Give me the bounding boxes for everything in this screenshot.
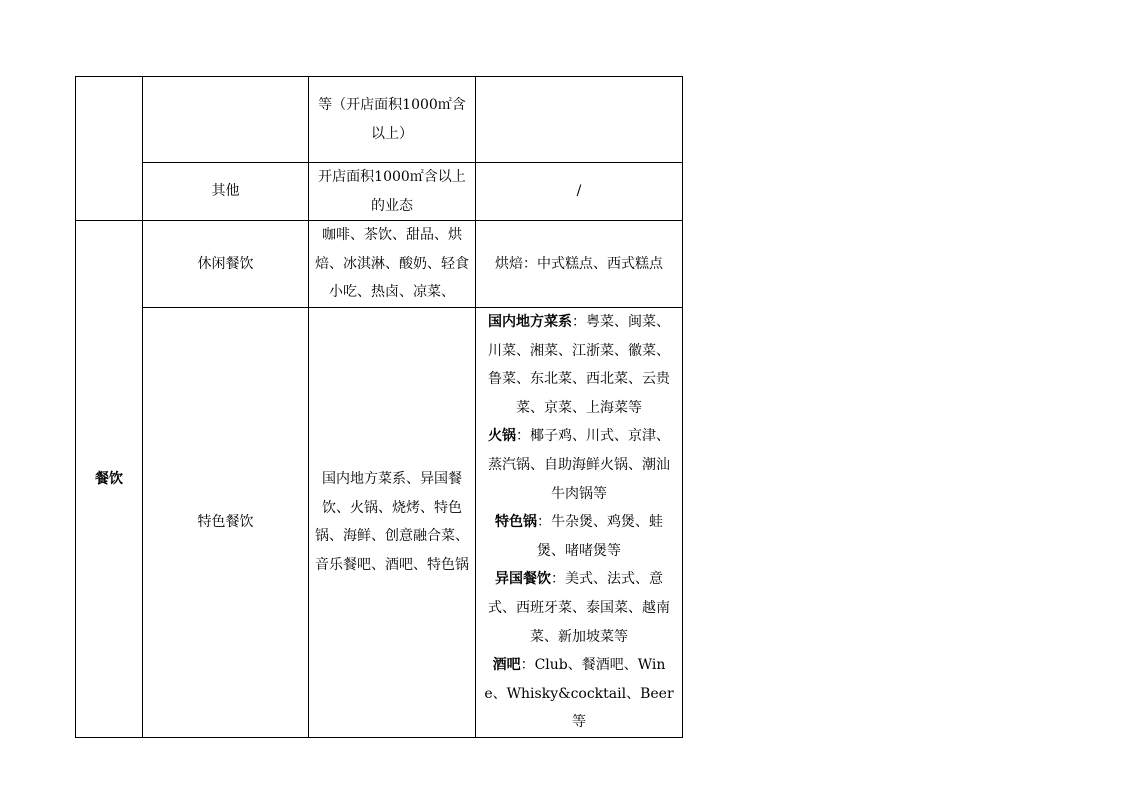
detail-text: Club、餐酒吧、Wine、Whisky&cocktail、Beer等 — [484, 657, 674, 731]
detail-label: 火锅 — [488, 428, 516, 445]
detail-text: 粤菜、闽菜、川菜、湘菜、江浙菜、徽菜、鲁菜、东北菜、西北菜、云贵 — [488, 313, 670, 388]
detail-separator: ： — [551, 571, 565, 588]
detail-entry-bar — [482, 651, 676, 737]
detail-separator: ： — [516, 428, 530, 445]
detail-separator: ： — [537, 514, 551, 531]
table-row — [76, 163, 683, 221]
detail-entry-foreign-dining — [482, 565, 676, 651]
detail-label: 酒吧 — [492, 657, 521, 674]
table-row — [76, 221, 683, 308]
detail-separator: ： — [520, 657, 535, 674]
detail-label: 异国餐饮 — [495, 571, 551, 588]
detail-separator: ： — [572, 313, 586, 330]
detail-label: 特色锅 — [495, 514, 537, 531]
detail-text: 椰子鸡、川式、京津、蒸汽锅、自助海鲜火锅、潮汕牛肉锅等 — [488, 428, 670, 502]
examples-cell: / — [476, 163, 683, 221]
scope-cell-casual-dining: 休闲餐饮 — [143, 221, 309, 308]
examples-cell-casual-dining: 烘焙：中式糕点、西式糕点 — [476, 221, 683, 308]
detail-entry-specialty-pot — [482, 508, 676, 565]
category-cell-dining: 餐饮 — [76, 221, 143, 738]
business-format-table — [75, 76, 683, 738]
detail-text: 牛杂煲、鸡煲、蛙煲、啫啫煲等 — [537, 514, 663, 559]
category-cell-empty — [76, 77, 143, 221]
detail-entry-hotpot — [482, 422, 676, 508]
scope-cell — [143, 77, 309, 163]
detail-label: 国内地方菜系 — [488, 313, 572, 330]
format-cell: 开店面积1000㎡含以上的业态 — [309, 163, 476, 221]
format-cell-casual-dining: 咖啡、茶饮、甜品、烘焙、冰淇淋、酸奶、轻食小吃、热卤、凉菜、 — [309, 221, 476, 308]
examples-cell — [476, 77, 683, 163]
detail-entry-regional-cuisine — [482, 308, 676, 394]
format-cell: 等（开店面积1000㎡含以上） — [309, 77, 476, 163]
format-cell-specialty-dining: 国内地方菜系、异国餐饮、火锅、烧烤、特色锅、海鲜、创意融合菜、音乐餐吧、酒吧、特色锅 — [309, 307, 476, 737]
detail-entry-regional-cuisine-tail: 菜、京菜、上海菜等 — [516, 399, 642, 416]
scope-cell: 其他 — [143, 163, 309, 221]
examples-cell-specialty-dining — [476, 307, 683, 737]
scope-cell-specialty-dining: 特色餐饮 — [143, 307, 309, 737]
table-row — [76, 77, 683, 163]
detail-text: 美式、法式、意式、西班牙菜、泰国菜、越南菜、新加坡菜等 — [488, 571, 670, 645]
table-row — [76, 307, 683, 737]
